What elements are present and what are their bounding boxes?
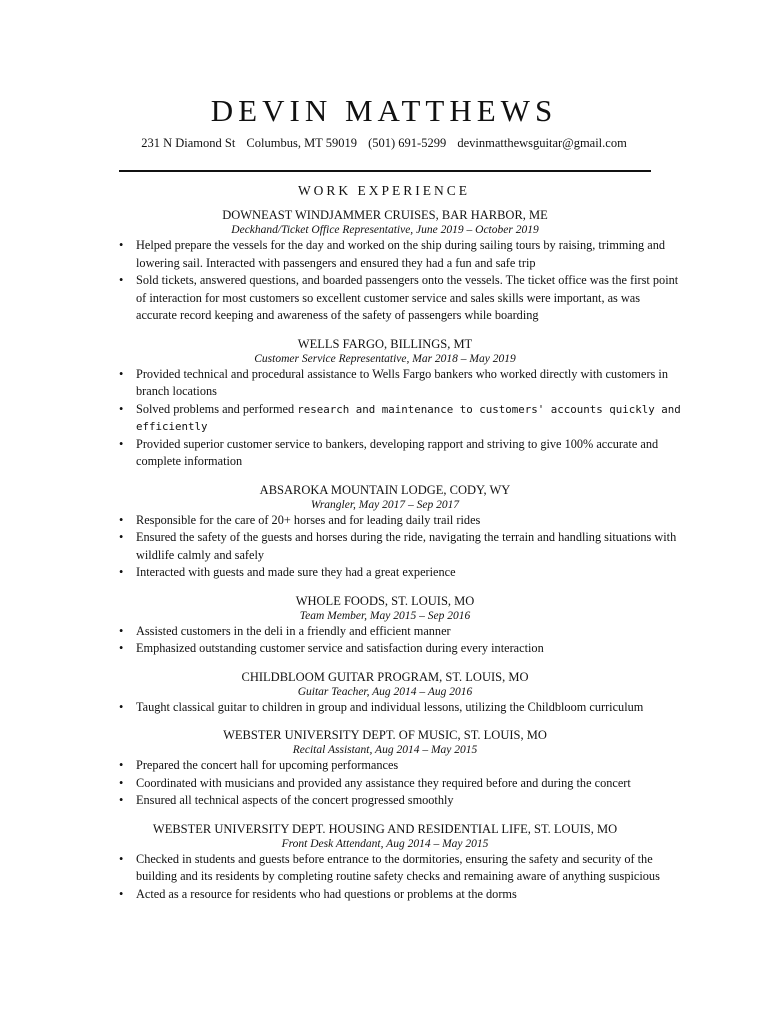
job-bullet: • Checked in students and guests before entrance to the dormitories, ensuring the safety and security of the building and its residents by completing routine safety checks and remaining aware of anything suspicious xyxy=(119,851,681,886)
job-bullet: • Emphasized outstanding customer service and satisfaction during every interaction xyxy=(119,640,681,658)
jobs-list xyxy=(119,207,679,914)
job-bullet: • Assisted customers in the deli in a friendly and efficient manner xyxy=(119,623,681,641)
job-bullet: • Provided superior customer service to bankers, developing rapport and striving to give 100% accurate and complete information xyxy=(119,436,681,471)
job-entry xyxy=(119,593,679,658)
job-company: ABSAROKA MOUNTAIN LODGE, CODY, WY xyxy=(259,482,511,497)
job-bullet: • Acted as a resource for residents who had questions or problems at the dorms xyxy=(119,886,681,904)
job-role: Guitar Teacher, Aug 2014 – Aug 2016 xyxy=(297,685,473,698)
phone: (501) 691-5299 xyxy=(368,136,447,150)
job-entry xyxy=(119,727,679,810)
job-company: WEBSTER UNIVERSITY DEPT. OF MUSIC, ST. LOUIS, MO xyxy=(223,728,547,742)
job-bullet: • Prepared the concert hall for upcoming performances xyxy=(119,757,681,775)
job-company: CHILDBLOOM GUITAR PROGRAM, ST. LOUIS, MO xyxy=(241,669,529,684)
job-bullet-text: Solved problems and performed xyxy=(136,401,298,416)
job-entry xyxy=(119,336,679,471)
job-company: WELLS FARGO, BILLINGS, MT xyxy=(297,336,473,351)
job-bullet: • Coordinated with musicians and provided any assistance they required before and during the concert xyxy=(119,775,681,793)
address: 231 N Diamond St xyxy=(141,136,236,150)
job-role: Wrangler, May 2017 – Sep 2017 xyxy=(310,498,460,511)
email: devinmatthewsguitar@gmail.com xyxy=(457,136,627,150)
job-bullet: • Sold tickets, answered questions, and boarded passengers onto the vessels. The ticket office was the first point of interaction for most customers so excellent customer service and sales skills were important, as was accurate record keeping and awareness of the safety of passengers while boarding xyxy=(119,272,681,325)
job-bullet: • Interacted with guests and made sure they had a great experience xyxy=(119,564,681,582)
job-role: Customer Service Representative, Mar 2018 – May 2019 xyxy=(254,352,516,365)
job-role: Team Member, May 2015 – Sep 2016 xyxy=(299,609,471,622)
job-bullet xyxy=(119,401,681,436)
job-bullet-text-mono: research and maintenance to customers' accounts quickly and efficiently xyxy=(136,402,681,433)
city: Columbus, MT 59019 xyxy=(246,136,357,150)
job-bullet: • Provided technical and procedural assistance to Wells Fargo bankers who worked directly with customers in branch locations xyxy=(119,366,681,401)
job-role: Front Desk Attendant, Aug 2014 – May 2015 xyxy=(281,837,489,850)
job-bullet: • Responsible for the care of 20+ horses and for leading daily trail rides xyxy=(119,512,681,530)
job-entry xyxy=(119,821,679,904)
header-divider xyxy=(119,170,651,172)
job-entry xyxy=(119,669,679,717)
job-company: WHOLE FOODS, ST. LOUIS, MO xyxy=(295,593,475,608)
candidate-name: DEVIN MATTHEWS xyxy=(210,93,558,128)
job-entry xyxy=(119,482,679,582)
job-role: Deckhand/Ticket Office Representative, June 2019 – October 2019 xyxy=(231,224,539,236)
job-company: DOWNEAST WINDJAMMER CRUISES, BAR HARBOR, ME xyxy=(222,208,548,222)
job-company: WEBSTER UNIVERSITY DEPT. HOUSING AND RESIDENTIAL LIFE, ST. LOUIS, MO xyxy=(152,821,618,836)
contact-line xyxy=(0,136,768,151)
job-bullet: • Helped prepare the vessels for the day and worked on the ship during sailing tours by raising, trimming and lowering sail. Interacted with passengers and ensured they had a fun and safe trip xyxy=(119,237,681,272)
job-entry xyxy=(119,207,679,325)
job-bullet: • Ensured the safety of the guests and horses during the ride, navigating the terrain and handling situations with wildlife calmly and safely xyxy=(119,529,681,564)
job-bullet: • Ensured all technical aspects of the concert progressed smoothly xyxy=(119,792,681,810)
job-bullet: • Taught classical guitar to children in group and individual lessons, utilizing the Childbloom curriculum xyxy=(119,699,681,717)
section-title: WORK EXPERIENCE xyxy=(297,183,471,198)
job-role: Recital Assistant, Aug 2014 – May 2015 xyxy=(292,744,478,756)
